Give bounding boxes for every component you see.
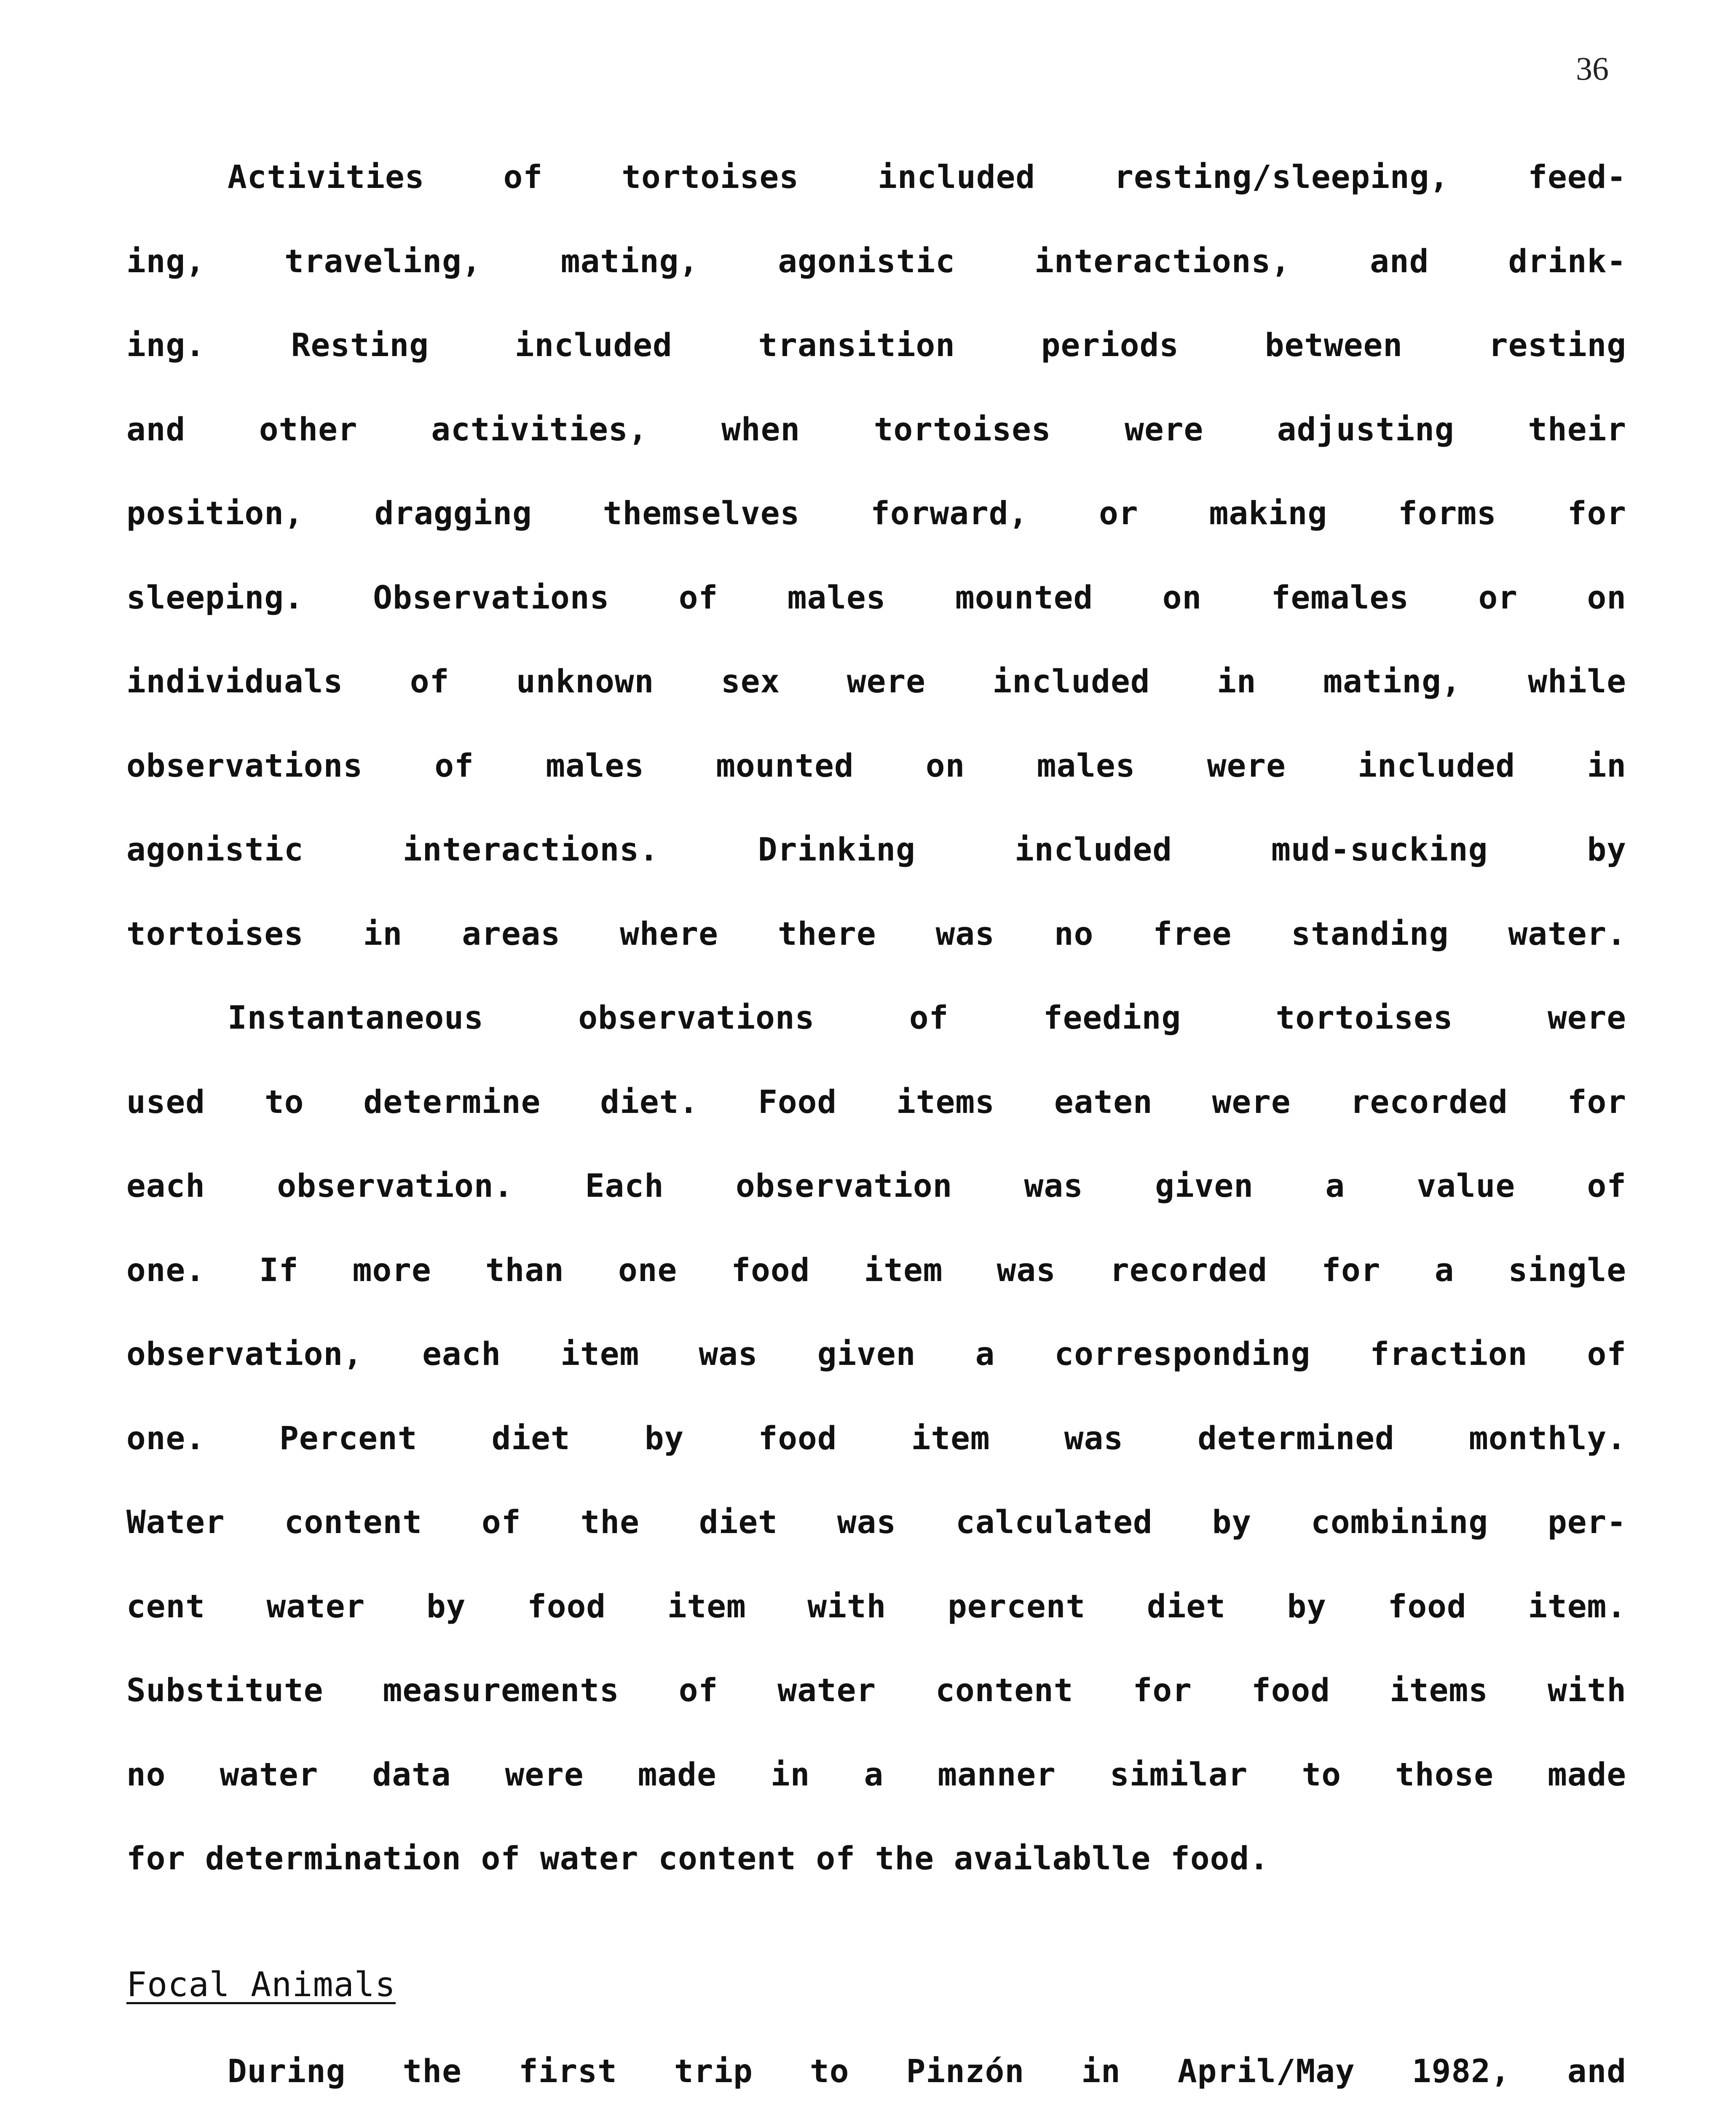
text-line: ing, traveling, mating, agonistic interactions, and drink- (126, 242, 1626, 280)
text-line: one. If more than one food item was recorded for a single (126, 1251, 1626, 1289)
section-heading: Focal Animals (126, 1965, 396, 2004)
paragraph-diet (126, 976, 1626, 1901)
text-line: tortoises in areas where there was no free standing water. (126, 914, 1626, 952)
page-number: 36 (1576, 50, 1609, 87)
text-line: Activities of tortoises included resting/sleeping, feed- (228, 158, 1626, 196)
text-line: Water content of the diet was calculated by combining per- (126, 1503, 1626, 1541)
text-line: ing. Resting included transition periods between resting (126, 326, 1626, 364)
text-line: cent water by food item with percent diet by food item. (126, 1587, 1626, 1625)
text-line: sleeping. Observations of males mounted on females or on (126, 578, 1626, 616)
text-line: Substitute measurements of water content for food items with (126, 1671, 1626, 1709)
text-line: for determination of water content of the availablle food. (126, 1839, 1269, 1877)
text-line: individuals of unknown sex were included in mating, while (126, 662, 1626, 700)
paragraph-focal-animals (126, 2029, 1626, 2107)
text-line: observation, each item was given a corresponding fraction of (126, 1335, 1626, 1372)
text-line: agonistic interactions. Drinking included mud-sucking by (126, 831, 1626, 868)
paragraph-activities (126, 135, 1626, 976)
text-line: and other activities, when tortoises were adjusting their (126, 410, 1626, 448)
text-line: During the first trip to Pinzón in April/May 1982, and (228, 2052, 1626, 2090)
text-line: one. Percent diet by food item was determined monthly. (126, 1419, 1626, 1457)
text-line: position, dragging themselves forward, or making forms for (126, 494, 1626, 532)
text-line: Instantaneous observations of feeding tortoises were (228, 999, 1626, 1036)
text-line: each observation. Each observation was given a value of (126, 1167, 1626, 1204)
text-line: observations of males mounted on males were included in (126, 746, 1626, 784)
text-line: used to determine diet. Food items eaten were recorded for (126, 1083, 1626, 1121)
text-line: no water data were made in a manner similar to those made (126, 1755, 1626, 1793)
